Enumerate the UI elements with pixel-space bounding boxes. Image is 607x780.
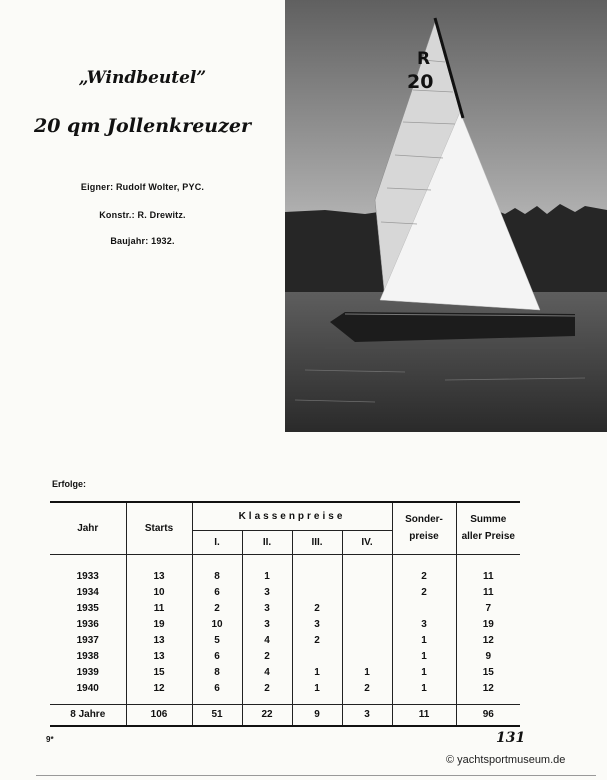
results-heading: Erfolge: xyxy=(52,479,87,489)
special-label-line2: preise xyxy=(409,531,439,543)
cell-p2: 4 xyxy=(242,664,292,680)
cell-p3: 1 xyxy=(292,680,342,696)
special-label-line1: Sonder- xyxy=(405,514,443,526)
boat-class: 20 qm Jollenkreuzer xyxy=(33,115,252,137)
page-number: 131 xyxy=(496,730,526,746)
cell-starts: 11 xyxy=(126,600,192,616)
summary-p2: 22 xyxy=(242,704,292,726)
total-label-line2: aller Preise xyxy=(461,531,515,543)
table-row xyxy=(50,664,520,680)
cell-p2: 3 xyxy=(242,600,292,616)
summary-year: 8 Jahre xyxy=(50,704,126,726)
table-row xyxy=(50,600,520,616)
results-rows xyxy=(50,568,520,696)
cell-p2: 3 xyxy=(242,616,292,632)
cell-year: 1936 xyxy=(76,618,99,630)
cell-p2: 1 xyxy=(242,568,292,584)
sailboat-photo xyxy=(285,0,607,432)
cell-total: 12 xyxy=(456,632,520,648)
col-header-class-2: II. xyxy=(242,530,292,554)
cell-p4: 2 xyxy=(342,680,392,696)
watermark-text: yachtsportmuseum.de xyxy=(457,754,566,766)
copyright-icon: © xyxy=(446,754,455,766)
summary-special: 11 xyxy=(392,704,456,726)
cell-starts: 10 xyxy=(126,584,192,600)
table-row xyxy=(50,680,520,696)
cell-starts: 13 xyxy=(126,568,192,584)
cell-total: 7 xyxy=(456,600,520,616)
cell-total: 9 xyxy=(456,648,520,664)
summary-total: 96 xyxy=(456,704,520,726)
col-header-special xyxy=(392,502,456,554)
boat-name: „Windbeutel” xyxy=(78,68,207,88)
table-row xyxy=(50,568,520,584)
cell-starts: 13 xyxy=(126,632,192,648)
cell-year: 1938 xyxy=(76,650,99,662)
cell-p4 xyxy=(342,600,392,616)
cell-p2: 2 xyxy=(242,680,292,696)
cell-year: 1939 xyxy=(76,666,99,678)
cell-total: 12 xyxy=(456,680,520,696)
cell-p1: 6 xyxy=(192,584,242,600)
designer-line: Konstr.: R. Drewitz. xyxy=(99,210,186,220)
cell-p3 xyxy=(292,584,342,600)
cell-p1: 5 xyxy=(192,632,242,648)
col-header-class-4: IV. xyxy=(342,530,392,554)
cell-special xyxy=(392,600,456,616)
cell-starts: 15 xyxy=(126,664,192,680)
cell-special: 2 xyxy=(392,568,456,584)
cell-special: 1 xyxy=(392,664,456,680)
cell-p1: 6 xyxy=(192,680,242,696)
cell-special: 2 xyxy=(392,584,456,600)
table-row xyxy=(50,584,520,600)
cell-p4 xyxy=(342,584,392,600)
cell-starts: 13 xyxy=(126,648,192,664)
cell-total: 15 xyxy=(456,664,520,680)
build-year-line: Baujahr: 1932. xyxy=(110,236,175,246)
cell-p4 xyxy=(342,632,392,648)
cell-p1: 6 xyxy=(192,648,242,664)
cell-p1: 10 xyxy=(192,616,242,632)
cell-year: 1937 xyxy=(76,634,99,646)
cell-p1: 8 xyxy=(192,568,242,584)
cell-p4 xyxy=(342,648,392,664)
total-label-line1: Summe xyxy=(470,514,507,526)
col-header-total xyxy=(456,502,520,554)
cell-p1: 8 xyxy=(192,664,242,680)
bottom-divider xyxy=(36,775,596,776)
table-row xyxy=(50,632,520,648)
table-row xyxy=(50,616,520,632)
signature-mark: 9* xyxy=(46,735,54,744)
cell-p4 xyxy=(342,568,392,584)
summary-p4: 3 xyxy=(342,704,392,726)
cell-p2: 2 xyxy=(242,648,292,664)
cell-starts: 12 xyxy=(126,680,192,696)
cell-p3: 2 xyxy=(292,632,342,648)
cell-total: 11 xyxy=(456,568,520,584)
cell-p3 xyxy=(292,648,342,664)
sail-letter: R xyxy=(417,49,431,69)
cell-special: 3 xyxy=(392,616,456,632)
col-header-class-3: III. xyxy=(292,530,342,554)
cell-p4: 1 xyxy=(342,664,392,680)
owner-line: Eigner: Rudolf Wolter, PYC. xyxy=(80,182,205,192)
results-table xyxy=(50,501,520,727)
summary-row xyxy=(50,704,520,726)
cell-special: 1 xyxy=(392,632,456,648)
cell-p3: 2 xyxy=(292,600,342,616)
cell-starts: 19 xyxy=(126,616,192,632)
cell-year: 1935 xyxy=(76,602,99,614)
cell-p2: 3 xyxy=(242,584,292,600)
summary-p3: 9 xyxy=(292,704,342,726)
cell-total: 11 xyxy=(456,584,520,600)
cell-special: 1 xyxy=(392,648,456,664)
cell-p2: 4 xyxy=(242,632,292,648)
cell-p3: 3 xyxy=(292,616,342,632)
summary-p1: 51 xyxy=(192,704,242,726)
cell-special: 1 xyxy=(392,680,456,696)
cell-p3 xyxy=(292,568,342,584)
watermark xyxy=(446,754,565,766)
cell-p4 xyxy=(342,616,392,632)
col-header-starts: Starts xyxy=(126,502,192,554)
cell-year: 1933 xyxy=(76,570,99,582)
sail-number: 20 xyxy=(407,71,434,93)
summary-starts: 106 xyxy=(126,704,192,726)
cell-total: 19 xyxy=(456,616,520,632)
col-header-year: Jahr xyxy=(50,502,126,554)
col-header-class-prizes: Klassenpreise xyxy=(192,502,392,530)
cell-p1: 2 xyxy=(192,600,242,616)
cell-p3: 1 xyxy=(292,664,342,680)
table-row xyxy=(50,648,520,664)
cell-year: 1934 xyxy=(76,586,99,598)
cell-year: 1940 xyxy=(76,682,99,694)
col-header-class-1: I. xyxy=(192,530,242,554)
